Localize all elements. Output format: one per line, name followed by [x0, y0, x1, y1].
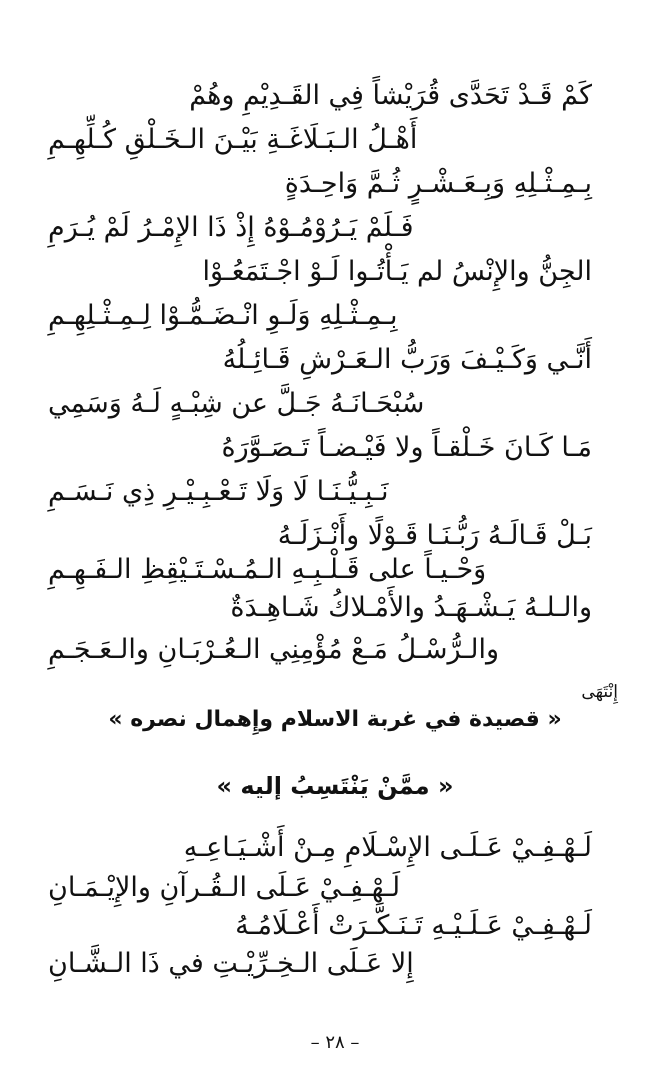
verse-line: لَـهْـفِـيْ عَـلَـيْـهِ تَـنَـكَّـرَتْ أَعْـلَامُـهُ [235, 910, 592, 941]
verse-line: مَـا كَـانَ خَـلْقـاً ولا فَيْـضـاً تَـصَـوَّرَهُ [221, 432, 592, 463]
verse-line: لَـهْـفِـيْ عَـلَى الـقُـرآنِ والإِيْـمَـانِ [48, 872, 401, 903]
verse-line: سُبْحَـانَـهُ جَـلَّ عن شِبْـهٍ لَـهُ وَسَمِي [48, 388, 425, 419]
verse-line: وَحْـيـاً على قَـلْـبِـهِ الـمُـسْـتَـيْقِظِ الـفَـهِـمِ [48, 554, 487, 585]
verse-line: والـرُّسْـلُ مَـعْ مُؤْمِنِي الـعُـرْبَـانِ والـعَـجَـمِ [48, 634, 500, 665]
verse-line: بِـمِـثْـلِهِ وَبِـعَـشْـرٍ ثُـمَّ وَاحِـدَةٍ [284, 168, 592, 199]
verse-line: أَهْـلُ الـبَـلَاغَـةِ بَيْـنَ الـخَـلْقِ كُـلِّهِـمِ [48, 124, 418, 155]
verse-line: بَـلْ قَـالَـهُ رَبُّـنَـا قَـوْلًا وأَنْـزَلَـهُ [277, 520, 592, 551]
verse-line: لَـهْـفِـيْ عَـلَـى الإِسْـلَامِ مِـنْ أَشْـيَـاعِـهِ [183, 832, 592, 863]
verse-line: كَمْ قَـدْ تَحَدَّى قُرَيْشاً فِي القَـدِيْمِ وهُمْ [189, 80, 592, 111]
poem-subtitle: « ممَّنْ يَنْتَسِبُ إليه » [216, 772, 454, 800]
verse-line: الجِنُّ والإِنْسُ لم يَـأْتُـوا لَـوْ اجْـتَمَعُـوْا [202, 256, 592, 287]
page-number: – ٢٨ – [310, 1032, 360, 1053]
verse-line: والـلـهُ يَـشْـهَـدُ والأَمْـلاكُ شَـاهِـدَةٌ [230, 592, 592, 623]
verse-line: أَنَّـي وَكَـيْـفَ وَرَبُّ الـعَـرْشِ قَـائِـلُهُ [222, 344, 592, 375]
verse-line: بِـمِـثْـلِهِ وَلَـوِ انْـضَـمُّـوْا لِـمِـثْـلِهِـمِ [48, 300, 398, 331]
poem-end-marker: إِنْتَهَى [581, 682, 618, 702]
verse-line: نَـبِـيُّـنَـا لَا وَلَا تَـعْـبِـيْـرِ ذِي نَـسَـمِ [48, 476, 389, 507]
verse-line: فَـلَمْ يَـرُوْمُـوْهُ إِذْ ذَا الإِمْـرُ لَمْ يُـرَمِ [48, 212, 414, 243]
verse-line: إِلا عَـلَى الـخِـرِّيْـتِ في ذَا الـشَّـانِ [48, 948, 414, 979]
poem-title: « قصيدة في غربة الاسلام وإِهمال نصره » [108, 707, 562, 732]
